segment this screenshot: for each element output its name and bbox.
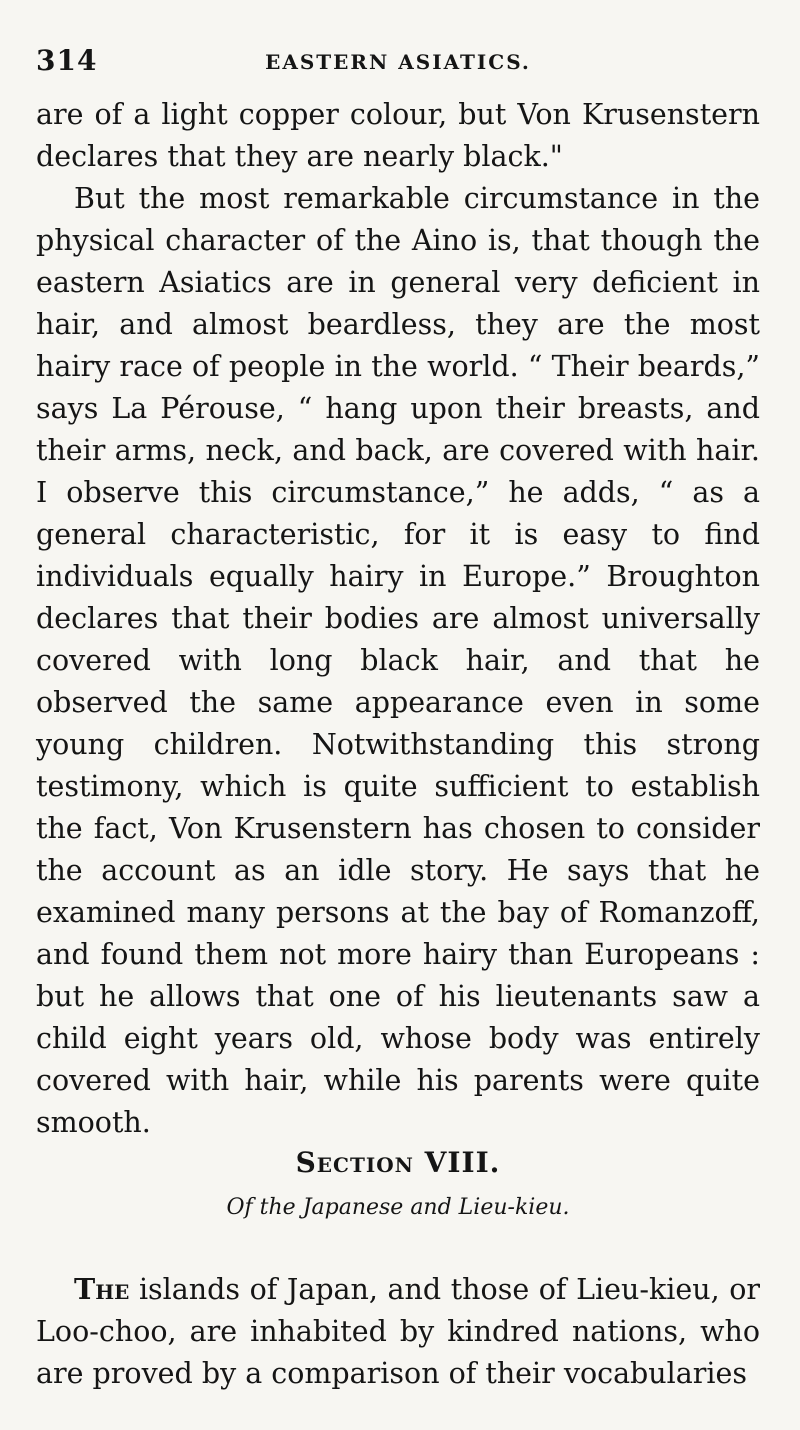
first-word: The: [74, 1272, 130, 1306]
running-title: EASTERN ASIATICS.: [265, 50, 531, 74]
page-number: 314: [36, 44, 98, 77]
paragraph-3: [36, 1268, 760, 1395]
section-paragraph: [36, 1268, 760, 1395]
page-header: [36, 44, 760, 84]
section-subtitle: Of the Japanese and Lieu-kieu.: [226, 1195, 570, 1220]
section-header: [36, 1146, 760, 1220]
body-text: [36, 94, 760, 1144]
paragraph-2: But the most remarkable circumstance in the physical character of the Aino is, that though the eastern Asiatics are in general very deficient in hair, and almost beardless, they are the most hairy race of people in the world. “ Their beards,” says La Pérouse, “ hang upon their breasts, and their arms, neck, and back, are covered with hair. I observe this circumstance,” he adds, “ as a general characteristic, for it is easy to find individuals equally hairy in Europe.” Broughton declares that their bodies are almost universally covered with long black hair, and that he observed the same appearance even in some young children. Notwithstanding this strong testimony, which is quite sufficient to establish the fact, Von Krusenstern has chosen to consider the account as an idle story. He says that he examined many persons at the bay of Romanzoff, and found them not more hairy than Europeans : but he allows that one of his lieutenants saw a child eight years old, whose body was entirely covered with hair, while his parents were quite smooth.: [36, 182, 760, 1139]
section-heading: Section VIII.: [295, 1146, 501, 1179]
paragraph-3-text: islands of Japan, and those of Lieu-kieu, or Loo-choo, are inhabited by kindred nations, who are proved by a comparison of their vocabularies: [36, 1273, 760, 1390]
paragraph-1: are of a light copper colour, but Von Krusenstern declares that they are nearly black.": [36, 98, 760, 173]
